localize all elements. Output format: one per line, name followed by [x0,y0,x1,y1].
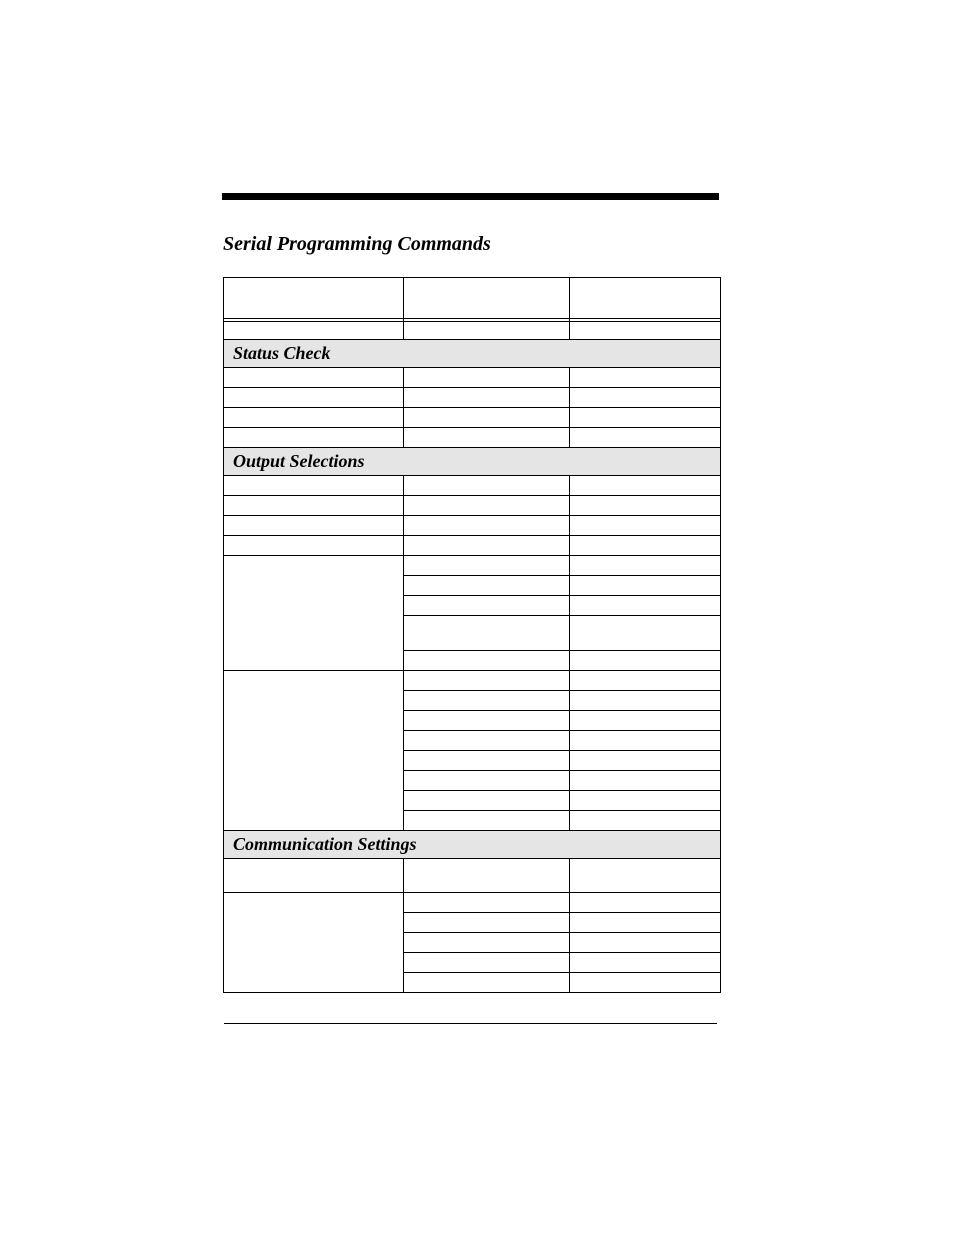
section-header-communication-settings [224,831,721,859]
table-row [224,556,721,576]
table-row [224,388,721,408]
section-label: Status Check [224,340,721,368]
table-row [224,408,721,428]
table-row [224,516,721,536]
top-rule [222,193,719,200]
table-row [224,368,721,388]
table-row [224,428,721,448]
header-cell [404,278,570,319]
table-row [224,496,721,516]
section-header-output-selections [224,448,721,476]
footer-rule [224,1023,717,1024]
page-title: Serial Programming Commands [223,233,491,255]
table-row [224,893,721,913]
table-row [224,476,721,496]
merged-cell [224,893,404,993]
table-row [224,536,721,556]
header-cell [224,278,404,319]
serial-commands-table [223,277,721,993]
table-row [224,859,721,893]
section-header-status-check [224,340,721,368]
header-cell [570,278,721,319]
section-label: Communication Settings [224,831,721,859]
section-label: Output Selections [224,448,721,476]
table-header-row [224,278,721,319]
table-row [224,322,721,340]
merged-cell [224,671,404,831]
merged-cell [224,556,404,671]
table-row [224,671,721,691]
